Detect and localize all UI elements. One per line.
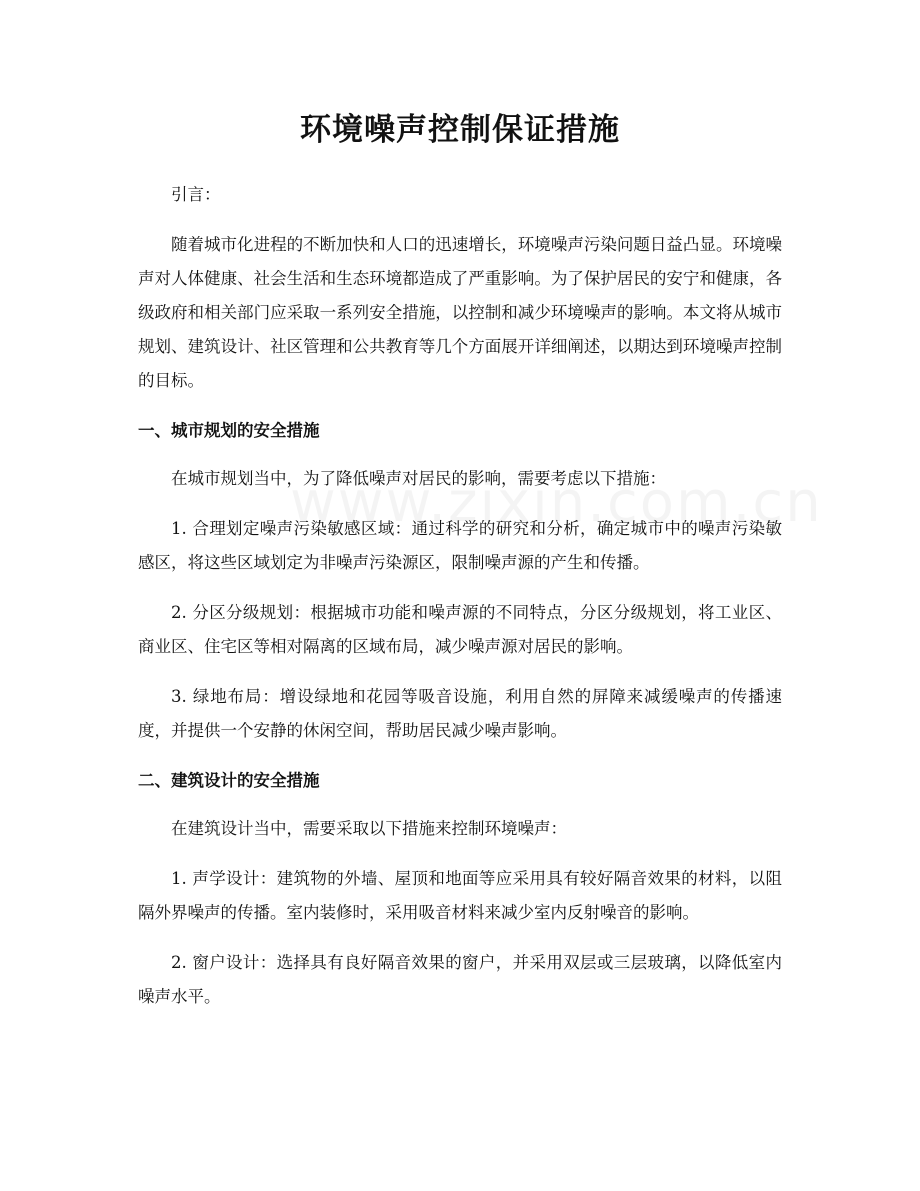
list-item: 2. 分区分级规划：根据城市功能和噪声源的不同特点，分区分级规划，将工业区、商业区、住宅区等相对隔离的区域布局，减少噪声源对居民的影响。 bbox=[138, 603, 782, 656]
list-item: 3. 绿地布局：增设绿地和花园等吸音设施，利用自然的屏障来减缓噪声的传播速度，并提供一个安静的休闲空间，帮助居民减少噪声影响。 bbox=[138, 687, 782, 740]
list-item: 1. 合理划定噪声污染敏感区域：通过科学的研究和分析，确定城市中的噪声污染敏感区，将这些区域划定为非噪声污染源区，限制噪声源的产生和传播。 bbox=[138, 519, 782, 572]
intro-label: 引言： bbox=[171, 185, 221, 204]
intro-paragraph: 随着城市化进程的不断加快和人口的迅速增长，环境噪声污染问题日益凸显。环境噪声对人体健康、社会生活和生态环境都造成了严重影响。为了保护居民的安宁和健康，各级政府和相关部门应采取一系列安全措施，以控制和减少环境噪声的影响。本文将从城市规划、建筑设计、社区管理和公共教育等几个方面展开详细阐述，以期达到环境噪声控制的目标。 bbox=[138, 235, 782, 390]
section-urban-planning bbox=[138, 414, 782, 748]
section-heading: 一、城市规划的安全措施 bbox=[138, 421, 320, 440]
document-body bbox=[138, 178, 782, 1030]
document-title: 环境噪声控制保证措施 bbox=[300, 112, 620, 148]
section-lead: 在建筑设计当中，需要采取以下措施来控制环境噪声： bbox=[171, 819, 567, 838]
section-building-design bbox=[138, 764, 782, 1014]
section-heading: 二、建筑设计的安全措施 bbox=[138, 771, 320, 790]
section-lead: 在城市规划当中，为了降低噪声对居民的影响，需要考虑以下措施： bbox=[171, 469, 666, 488]
list-item: 2. 窗户设计：选择具有良好隔音效果的窗户，并采用双层或三层玻璃，以降低室内噪声水平。 bbox=[138, 953, 782, 1006]
list-item: 1. 声学设计：建筑物的外墙、屋顶和地面等应采用具有较好隔音效果的材料，以阻隔外界噪声的传播。室内装修时，采用吸音材料来减少室内反射噪音的影响。 bbox=[138, 869, 782, 922]
